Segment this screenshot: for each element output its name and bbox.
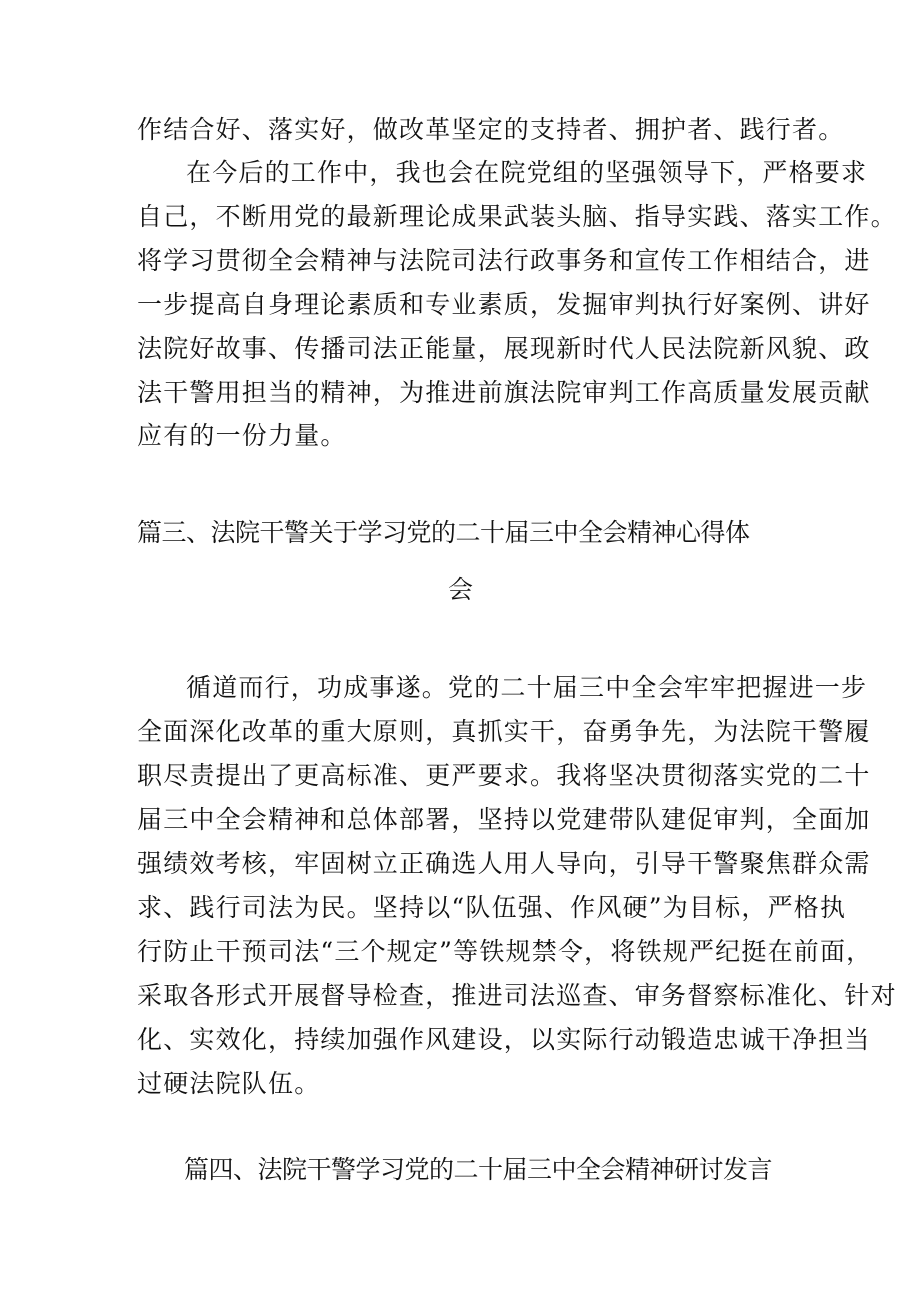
- paragraph-line: 一步提高自身理论素质和专业素质，发掘审判执行好案例、讲好: [137, 290, 871, 319]
- paragraph-line: 采取各形式开展督导检查，推进司法巡查、审务督察标准化、针对: [137, 981, 897, 1010]
- section-heading: 篇四、法院干警学习党的二十届三中全会精神研讨发言: [184, 1155, 773, 1184]
- paragraph-line: 作结合好、落实好，做改革坚定的支持者、拥护者、践行者。: [137, 115, 845, 144]
- paragraph-line: 应有的一份力量。: [137, 421, 347, 450]
- paragraph-line: 法干警用担当的精神，为推进前旗法院审判工作高质量发展贡献: [137, 378, 871, 407]
- paragraph-line: 强绩效考核，牢固树立正确选人用人导向，引导干警聚焦群众需: [137, 849, 871, 878]
- paragraph-line: 求、践行司法为民。坚持以“队伍强、作风硬”为目标，严格执: [137, 893, 847, 922]
- paragraph-line: 行防止干预司法“三个规定”等铁规禁令，将铁规严纪挺在前面，: [137, 937, 873, 966]
- paragraph-line: 全面深化改革的重大原则，真抓实干，奋勇争先，为法院干警履: [137, 717, 871, 746]
- paragraph-line: 过硬法院队伍。: [137, 1069, 321, 1098]
- paragraph-line: 职尽责提出了更高标准、更严要求。我将坚决贯彻落实党的二十: [137, 761, 871, 790]
- paragraph-line: 自己，不断用党的最新理论成果武装头脑、指导实践、落实工作。: [137, 202, 897, 231]
- paragraph-line: 届三中全会精神和总体部署，坚持以党建带队建促审判，全面加: [137, 805, 871, 834]
- paragraph-line: 在今后的工作中，我也会在院党组的坚强领导下，严格要求: [186, 158, 868, 187]
- paragraph-line: 化、实效化，持续加强作风建设，以实际行动锻造忠诚干净担当: [137, 1025, 871, 1054]
- section-heading: 篇三、法院干警关于学习党的二十届三中全会精神心得体: [137, 518, 750, 547]
- paragraph-line: 将学习贯彻全会精神与法院司法行政事务和宣传工作相结合，进: [137, 246, 871, 275]
- section-heading-continued: 会: [448, 575, 473, 604]
- paragraph-line: 循道而行，功成事遂。党的二十届三中全会牢牢把握进一步: [186, 673, 868, 702]
- paragraph-line: 法院好故事、传播司法正能量，展现新时代人民法院新风貌、政: [137, 334, 871, 363]
